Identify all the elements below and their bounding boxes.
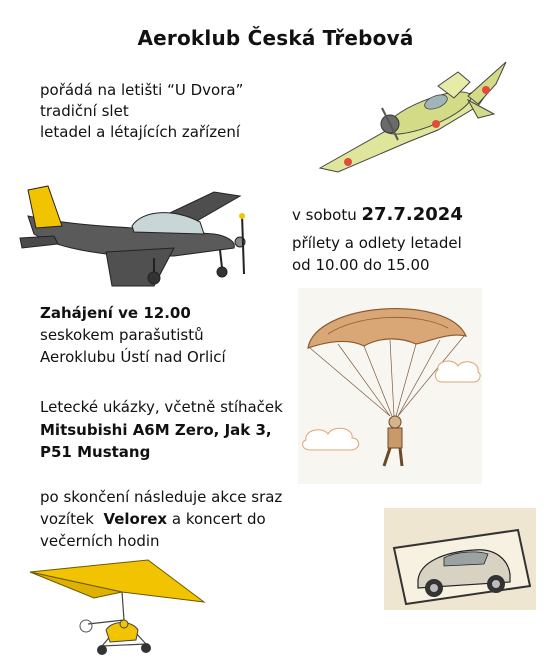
after-line-3: večerních hodin [40,532,160,550]
intro-line-3: letadel a létajících zařízení [40,123,241,141]
arrivals-line: přílety a odlety letadel [292,234,462,252]
velorex-sketch [384,508,536,610]
poster-title: Aeroklub Česká Třebová [137,26,414,50]
velorex-name: Velorex [103,510,168,528]
demo-line-2: Mitsubishi A6M Zero, Jak 3, [40,421,272,439]
after-line-2-prefix: vozítek [40,510,104,528]
parachutist-illustration [298,288,482,484]
after-line-2 [40,509,266,529]
demo-line-3: P51 Mustang [40,443,151,461]
after-line-1: po skončení následuje akce sraz [40,488,283,506]
demo-line-1: Letecké ukázky, včetně stíhaček [40,398,283,416]
intro-line-2: tradiční slet [40,102,129,120]
hours-line: od 10.00 do 15.00 [292,256,430,274]
zero-fighter-illustration [318,58,512,176]
hang-glider-illustration [28,558,206,662]
event-date: 27.7.2024 [361,204,463,225]
intro-line-1: pořádá na letišti “U Dvora” [40,81,244,99]
opening-heading: Zahájení ve 12.00 [40,304,191,322]
sport-plane-illustration [14,182,254,290]
date-prefix: v sobotu [292,206,362,224]
after-line-2-suffix: a koncert do [167,510,266,528]
opening-line-2: seskokem parašutistů [40,326,204,344]
date-line [292,205,463,225]
opening-line-3: Aeroklubu Ústí nad Orlicí [40,348,226,366]
